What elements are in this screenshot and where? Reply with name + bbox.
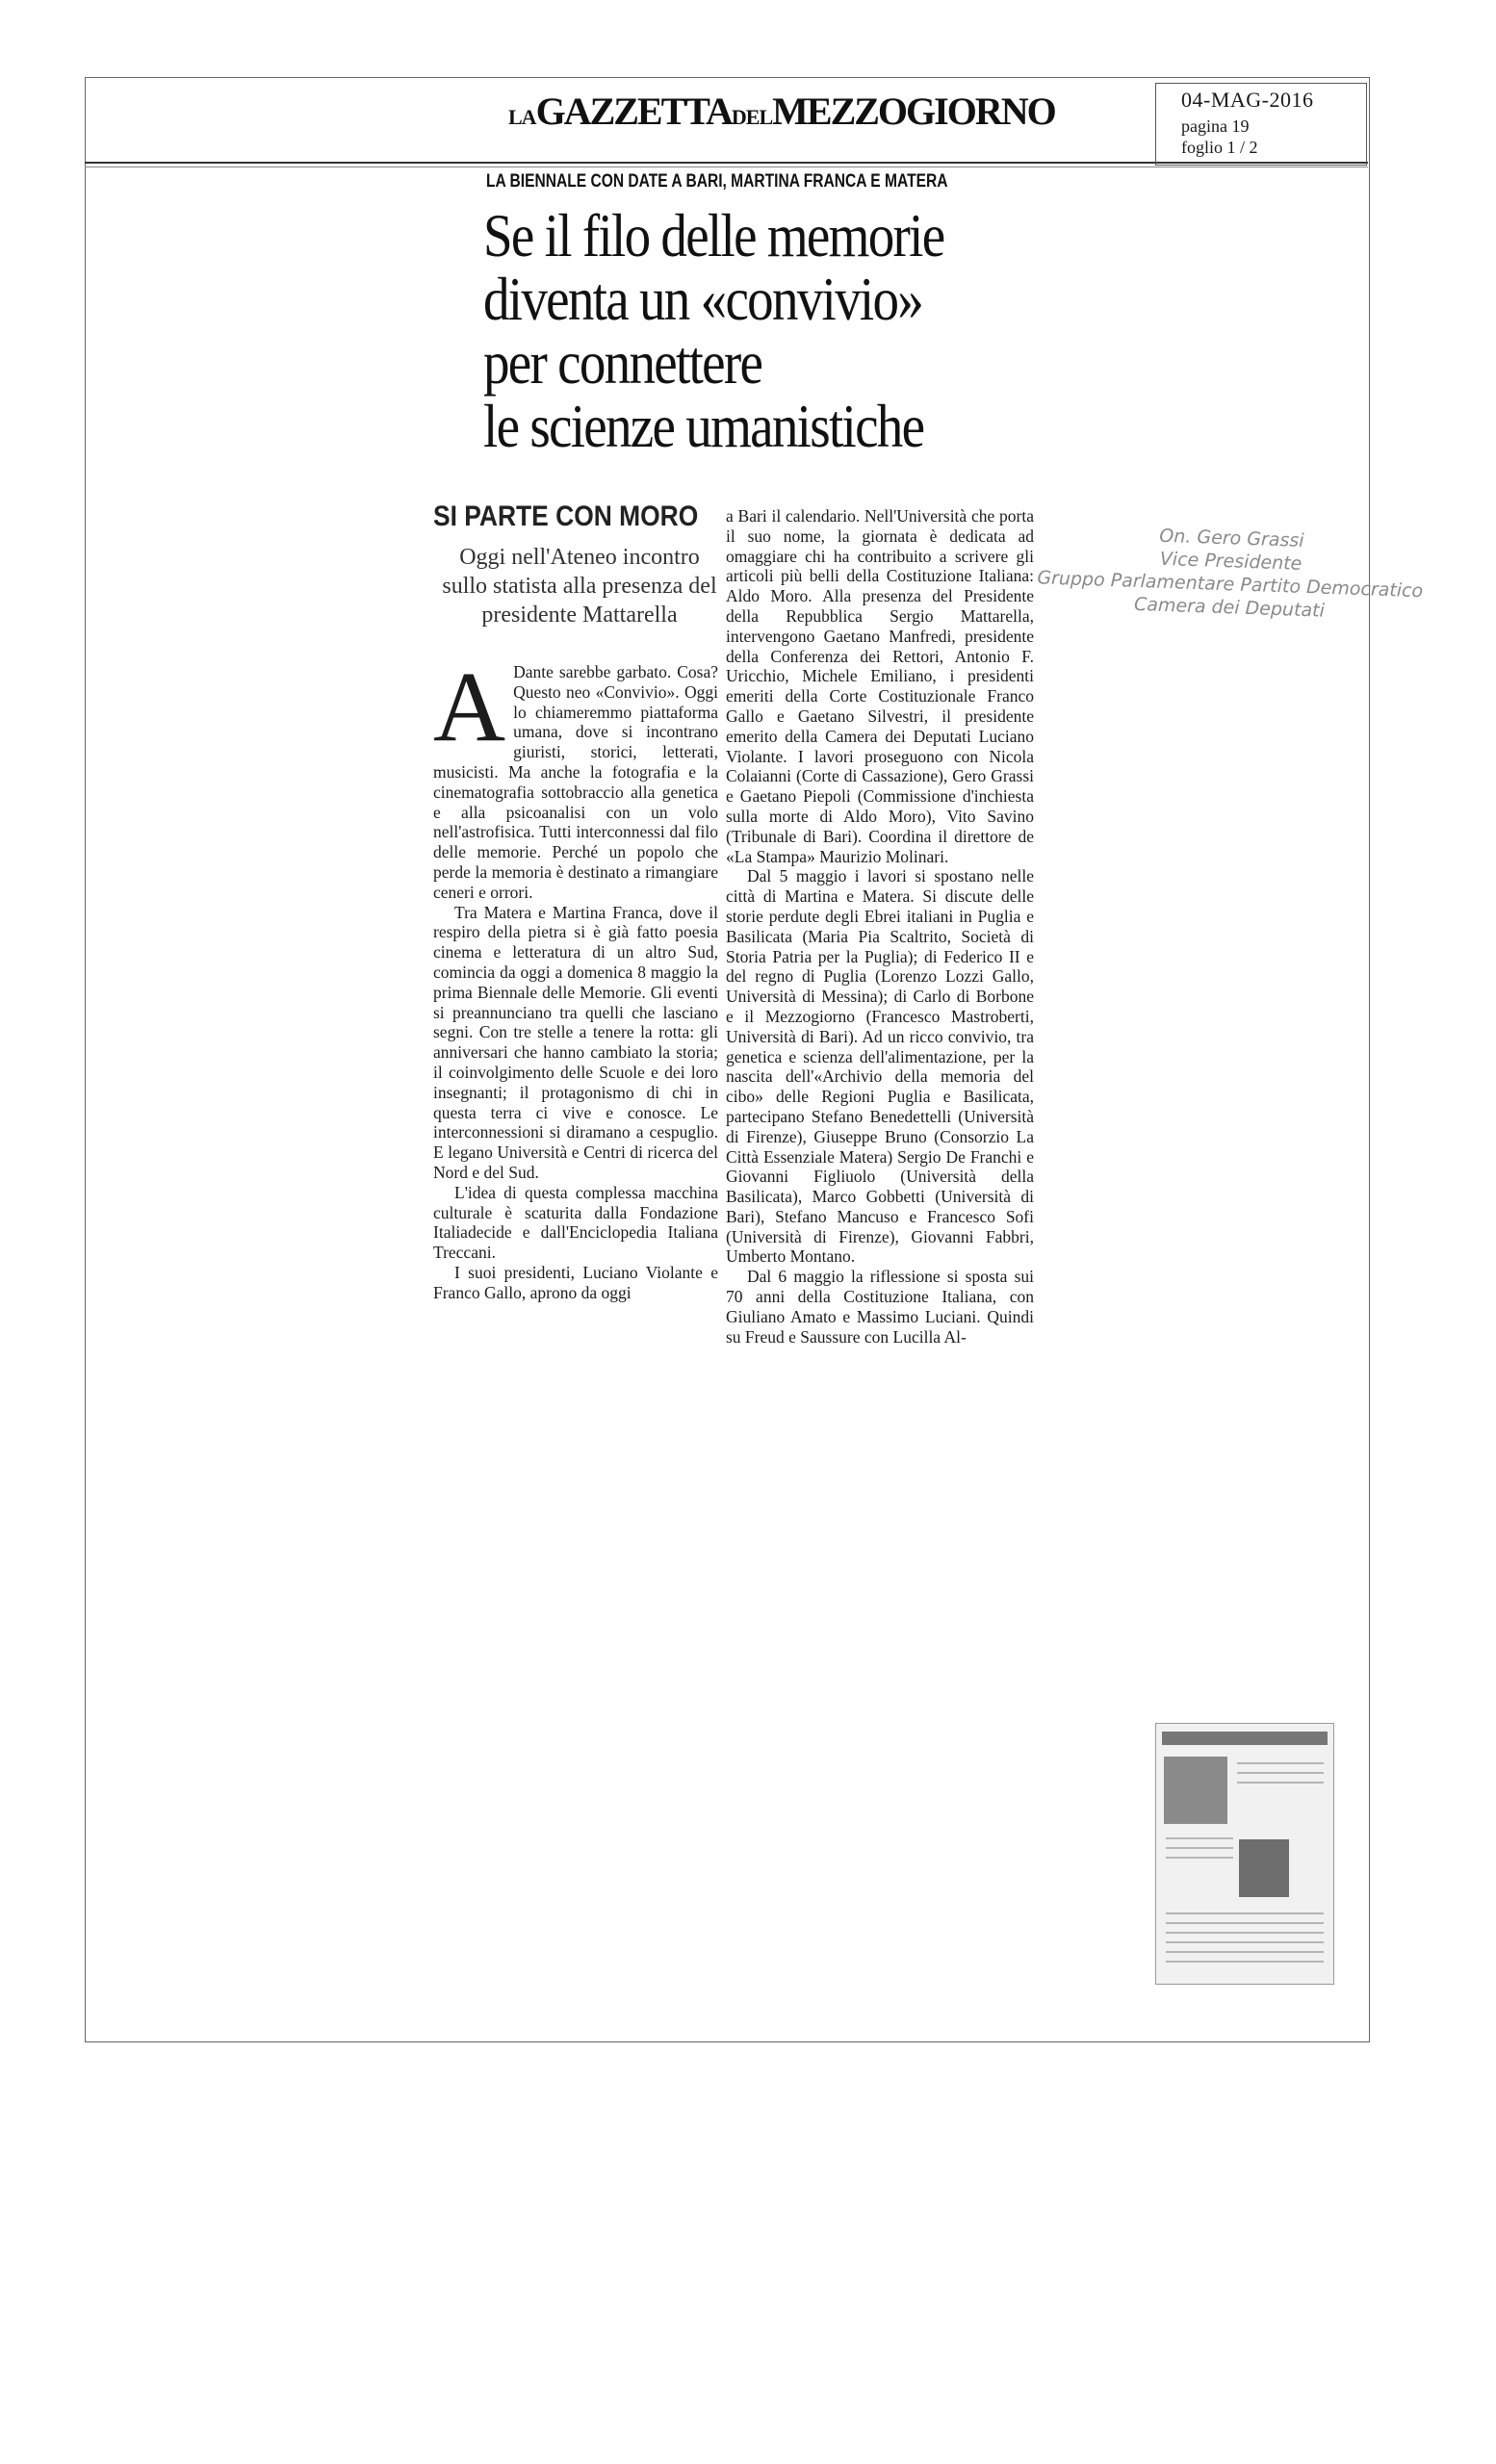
paragraph: I suoi presidenti, Luciano Violante e Franco Gallo, aprono da oggi [433,1262,718,1302]
stamp-name: On. Gero Grassi [1159,525,1304,552]
deputy-stamp [1027,520,1434,627]
masthead-gazzetta: GAZZETTA [535,90,732,133]
thumbnail-text [1237,1772,1324,1774]
page-thumbnail [1155,1723,1334,1985]
headline-line: Se il filo delle memorie [483,201,944,270]
paragraph: L'idea di questa complessa macchina culturale è scaturita dalla Fondazione Italiadecide e dall'Enciclopedia Italiana Treccani. [433,1182,718,1263]
thumbnail-photo [1239,1839,1289,1897]
clipping-meta-box [1155,83,1367,166]
thumbnail-header [1162,1732,1328,1745]
newspaper-masthead [508,89,1055,134]
paragraph: Dal 5 maggio i lavori si spostano nelle città di Martina e Matera. Si discute delle storie perdute degli Ebrei italiani in Puglia e Basilicata (Maria Pia Scaltrito, Società di Storia Patria per la Puglia); di Federico II e del regno di Puglia (Lorenzo Lozzi Gallo, Università di Messina); di Carlo di Borbone e il Mezzogiorno (Francesco Mastroberti, Università di Bari). Ad un ricco convivio, tra genetica e scienza dell'alimentazione, per la nascita dell'«Archivio della memoria del cibo» delle Regioni Puglia e Basilicata, partecipano Stefano Benedettelli (Università di Firenze), Giuseppe Bruno (Consorzio La Città Essenziale Matera) Sergio De Franchi e Giovanni Figliuolo (Università della Basilicata), Marco Gobbetti (Università di Bari), Stefano Mancuso e Francesco Sofi (Università di Firenze), Giovanni Fabbri, Umberto Montano. [726,866,1034,1267]
thumbnail-text [1166,1961,1324,1963]
clipping-page: pagina 19 [1181,116,1250,136]
article-column-2 [726,506,1034,1347]
masthead-del: DEL [731,105,773,129]
article-kicker: LA BIENNALE CON DATE A BARI, MARTINA FRANCA E MATERA [486,171,948,192]
clipping-sheet: foglio 1 / 2 [1181,138,1258,157]
clipping-date: 04-MAG-2016 [1181,88,1314,112]
article-deck: Oggi nell'Ateneo incontro sullo statista alla presenza del presidente Mattarella [442,545,717,628]
stamp-group: Gruppo Parlamentare Partito Democratico [1037,567,1424,603]
headline-line: diventa un «convivio» [483,265,923,333]
thumbnail-text [1166,1857,1233,1859]
thumbnail-text [1166,1922,1324,1924]
thumbnail-text [1166,1932,1324,1934]
thumbnail-text [1237,1782,1324,1784]
thumbnail-text [1166,1912,1324,1914]
masthead-article: LA [508,105,536,129]
thumbnail-text [1166,1847,1233,1849]
thumbnail-text [1237,1762,1324,1764]
paragraph: A Dante sarebbe garbato. Cosa? Questo neo «Convivio». Oggi lo chiameremmo piattaforma umana, dove si incontrano giuristi, storici, letterati, musicisti. Ma anche la fotografia e la cinematografia sottobraccio alla genetica e alla psicoanalisi con un volo nell'astrofisica. Tutti interconnessi dal filo delle memorie. Perché un popolo che perde la memoria è destinato a rimangiare ceneri e orrori. [433,652,718,902]
paragraph: a Bari il calendario. Nell'Università che porta il suo nome, la giornata è dedicata ad omaggiare chi ha contribuito a scrivere gli articoli più belli della Costituzione Italiana: Aldo Moro. Alla presenza del Presidente della Repubblica Sergio Mattarella, intervengono Gaetano Manfredi, presidente della Conferenza dei Rettori, Antonio F. Uricchio, Michele Emiliano, i presidenti emeriti della Corte Costituzionale Franco Gallo e Gaetano Silvestri, il presidente emerito della Camera dei Deputati Luciano Violante. I lavori proseguono con Nicola Colaianni (Corte di Cassazione), Gero Grassi e Gaetano Piepoli (Commissione d'inchiesta sulla morte di Aldo Moro), Vito Savino (Tribunale di Bari). Coordina il direttore de «La Stampa» Maurizio Molinari. [726,506,1034,866]
drop-cap: A [433,652,506,762]
thumbnail-text [1166,1837,1233,1839]
thumbnail-photo [1164,1757,1227,1824]
headline-line: le scienze umanistiche [483,392,924,460]
thumbnail-text [1166,1941,1324,1943]
article-subkicker: SI PARTE CON MORO [433,500,699,532]
paragraph: Dal 6 maggio la riflessione si sposta sui 70 anni della Costituzione Italiana, con Giuliano Amato e Massimo Luciani. Quindi su Freud e Saussure con Lucilla Al- [726,1267,1034,1347]
stamp-chamber: Camera dei Deputati [1133,593,1326,622]
thumbnail-text [1166,1951,1324,1953]
article-column-1 [433,652,718,1303]
paragraph: Tra Matera e Martina Franca, dove il respiro della pietra si è già fatto poesia cinema e letteratura di un altro Sud, comincia da oggi a domenica 8 maggio la prima Biennale delle Memorie. Gli eventi si preannunciano tra quelli che lasciano segni. Con tre stelle a tenere la rotta: gli anniversari che hanno cambiato la storia; il coinvolgimento delle Scuole e dei loro insegnanti; il protagonismo di chi in questa terra ci vive e conosce. Le interconnessioni si diramano a cespuglio. E legano Università e Centri di ricerca del Nord e del Sud. [433,902,718,1182]
stamp-role: Vice Presidente [1159,548,1303,575]
article-headline [483,201,980,460]
masthead-mezzogiorno: MEZZOGIORNO [772,90,1055,133]
headline-line: per connettere [483,328,762,397]
